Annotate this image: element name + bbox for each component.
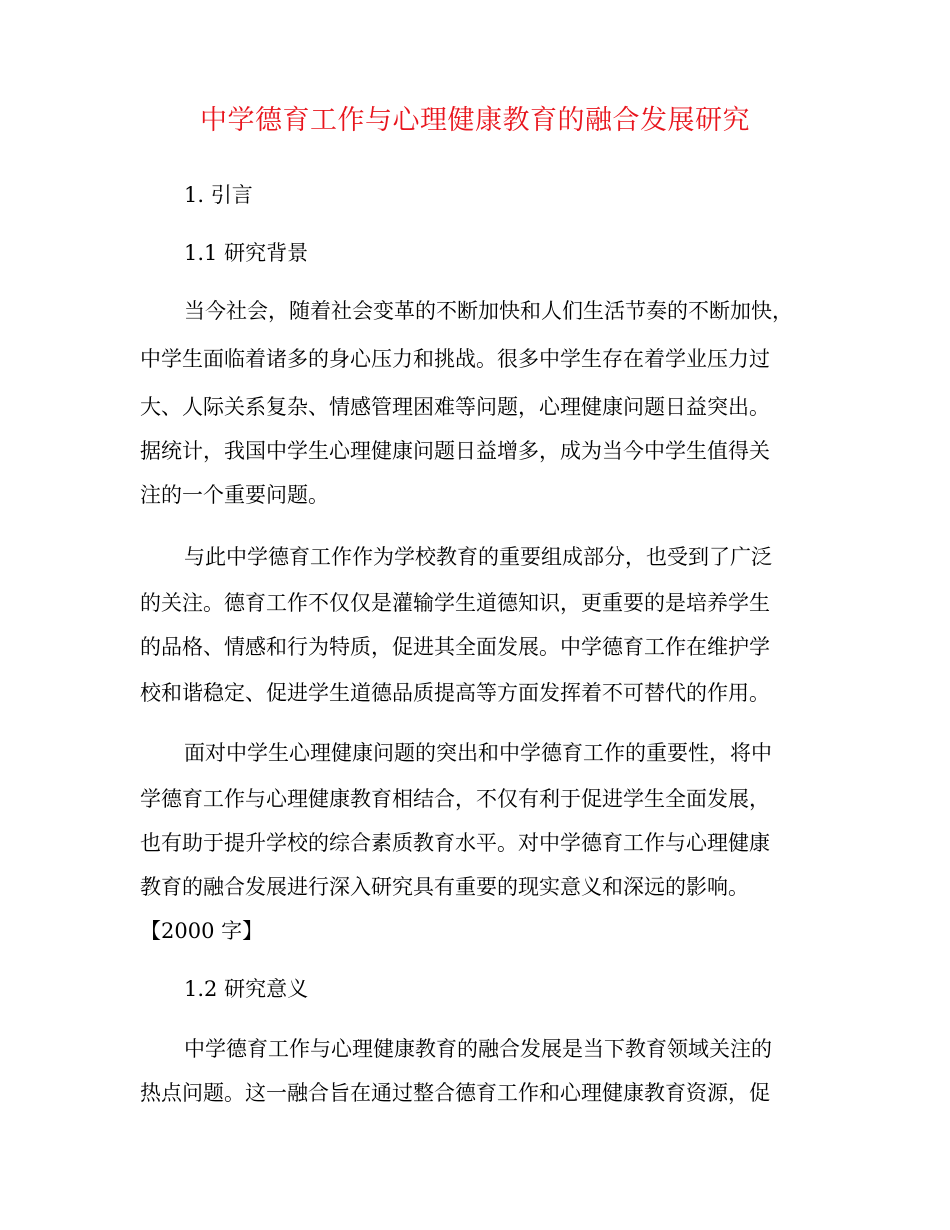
paragraph-line: 中学生面临着诸多的身心压力和挑战。很多中学生存在着学业压力过 [140, 347, 770, 371]
heading-introduction: 1. 引言 [184, 183, 253, 207]
heading-research-background: 1.1 研究背景 [184, 241, 309, 265]
paragraph-line: 学德育工作与心理健康教育相结合，不仅有利于促进学生全面发展， [140, 787, 770, 811]
paragraph-line: 注的一个重要问题。 [140, 483, 329, 507]
paragraph-line: 据统计，我国中学生心理健康问题日益增多，成为当今中学生值得关 [140, 439, 770, 463]
document-title: 中学德育工作与心理健康教育的融合发展研究 [200, 105, 750, 136]
paragraph-line: 校和谐稳定、促进学生道德品质提高等方面发挥着不可替代的作用。 [140, 681, 770, 705]
paragraph-line: 的关注。德育工作不仅仅是灌输学生道德知识，更重要的是培养学生 [140, 591, 770, 615]
paragraph-line: 与此中学德育工作作为学校教育的重要组成部分，也受到了广泛 [184, 545, 772, 569]
paragraph-line: 当今社会，随着社会变革的不断加快和人们生活节奏的不断加快， [184, 299, 793, 323]
paragraph-line: 教育的融合发展进行深入研究具有重要的现实意义和深远的影响。 [140, 875, 749, 899]
paragraph-line: 也有助于提升学校的综合素质教育水平。对中学德育工作与心理健康 [140, 831, 770, 855]
paragraph-line: 中学德育工作与心理健康教育的融合发展是当下教育领域关注的 [184, 1037, 772, 1061]
heading-research-significance: 1.2 研究意义 [184, 977, 309, 1001]
paragraph-line: 大、人际关系复杂、情感管理困难等问题，心理健康问题日益突出。 [140, 395, 770, 419]
paragraph-line: 热点问题。这一融合旨在通过整合德育工作和心理健康教育资源，促 [140, 1081, 770, 1105]
word-count-note: 【2000 字】 [140, 919, 264, 943]
paragraph-line: 的品格、情感和行为特质，促进其全面发展。中学德育工作在维护学 [140, 635, 770, 659]
paragraph-line: 面对中学生心理健康问题的突出和中学德育工作的重要性，将中 [184, 741, 772, 765]
